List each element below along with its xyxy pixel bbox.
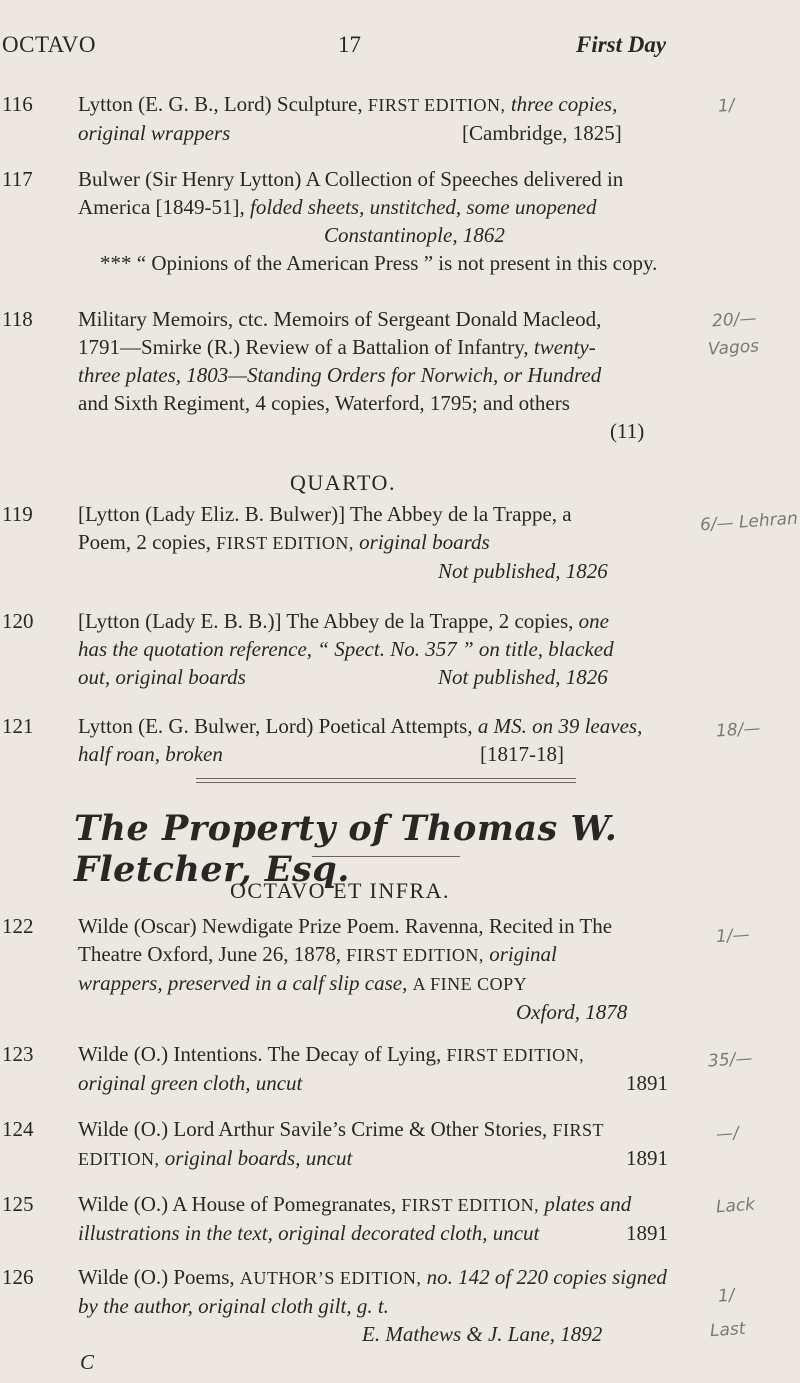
limitation: no. 142 of 220 copies signed (426, 1265, 667, 1289)
binding: out, original boards (78, 665, 246, 689)
imprint: E. Mathews & J. Lane, 1892 (362, 1322, 603, 1346)
binding: folded sheets, unstitched, some unopened (250, 195, 597, 219)
lot-number: 125 (2, 1192, 34, 1216)
lot-title: [Lytton (Lady Eliz. B. Bulwer)] The Abbey de la Trappe, a (78, 502, 572, 526)
lot-description (78, 912, 708, 1026)
lot-description (78, 500, 708, 585)
lot-description (78, 1115, 708, 1173)
binding: original green cloth, uncut (78, 1071, 303, 1095)
imprint: Not published, 1826 (438, 665, 608, 689)
lot-description (78, 607, 708, 691)
margin-note: 1/ (717, 95, 736, 117)
section-quarto: QUARTO. (290, 470, 396, 495)
lot-description (78, 305, 708, 445)
lot-description (78, 712, 708, 768)
copies: Poem, 2 copies, (78, 530, 211, 554)
lot-116 (2, 90, 692, 150)
lot-number: 117 (2, 167, 33, 191)
lot-123 (2, 1040, 692, 1100)
margin-note: Vagos (707, 336, 760, 360)
lot-title: Lytton (E. G. B., Lord) Sculpture, (78, 92, 363, 116)
lot-description (78, 1190, 708, 1247)
lot-title: Wilde (Oscar) Newdigate Prize Poem. Ravenna, Recited in The (78, 914, 613, 938)
imprint: Not published, 1826 (438, 559, 608, 583)
margin-note: 18/— (715, 718, 762, 742)
lot-title: Military Memoirs, ctc. Memoirs of Sergeant Donald Macleod, (78, 307, 602, 331)
lot-126 (2, 1263, 692, 1383)
copies: three copies, (510, 92, 618, 116)
lot-title: Wilde (O.) Poems, (78, 1265, 235, 1289)
lot-description (78, 165, 708, 277)
imprint: [1817-18] (480, 742, 564, 766)
binding: half roan, broken (78, 742, 223, 766)
header-day: First Day (576, 32, 667, 57)
item-count: (11) (610, 419, 645, 443)
binding: wrappers, preserved in a calf slip case, (78, 971, 408, 995)
imprint: 1891 (626, 1146, 668, 1170)
lot-120 (2, 607, 692, 697)
binding: original boards, uncut (164, 1146, 353, 1170)
running-header (0, 32, 800, 72)
lot-122 (2, 912, 692, 1028)
lot-line: and Sixth Regiment, 4 copies, Waterford, 1795; and others (78, 391, 570, 415)
margin-note: 1/ (717, 1285, 736, 1307)
lot-number: 124 (2, 1117, 34, 1141)
imprint: [Cambridge, 1825] (462, 121, 622, 145)
header-format: OCTAVO (2, 32, 97, 57)
lot-description (78, 90, 708, 147)
binding: illustrations in the text, original decorated cloth, uncut (78, 1221, 540, 1245)
lot-number: 122 (2, 914, 34, 938)
edition: FIRST EDITION, (401, 1195, 540, 1215)
imprint: 1891 (626, 1221, 668, 1245)
lot-117 (2, 165, 692, 281)
provenance-heading: The Property of Thomas W. Fletcher, Esq. (74, 808, 618, 890)
lot-description (78, 1040, 708, 1097)
edition: AUTHOR’S EDITION, (239, 1268, 422, 1288)
lot-note: *** “ Opinions of the American Press ” is not present in this copy. (100, 251, 658, 275)
lot-title: [Lytton (Lady E. B. B.)] The Abbey de la Trappe, 2 copies, (78, 609, 574, 633)
edition: FIRST EDITION, (446, 1045, 585, 1065)
lot-title: Wilde (O.) Lord Arthur Savile’s Crime & Other Stories, (78, 1117, 548, 1141)
binding: original (489, 942, 557, 966)
binding: original boards (359, 530, 490, 554)
imprint: Oxford, 1878 (516, 1000, 628, 1024)
margin-note: —/ (715, 1123, 740, 1145)
lot-118 (2, 305, 692, 455)
page-number: 17 (338, 32, 361, 57)
lot-125 (2, 1190, 692, 1250)
margin-note: Lack (715, 1194, 756, 1218)
edition: FIRST (552, 1120, 605, 1140)
margin-note: Last (709, 1318, 747, 1342)
lot-121 (2, 712, 692, 772)
lot-number: 126 (2, 1265, 34, 1289)
section-divider (196, 782, 576, 783)
dates: America [1849-51], (78, 195, 245, 219)
lot-title: Bulwer (Sir Henry Lytton) A Collection of Speeches delivered in (78, 167, 624, 191)
lot-number: 123 (2, 1042, 34, 1066)
lot-title: Wilde (O.) Intentions. The Decay of Lying, (78, 1042, 442, 1066)
lot-line: 1791—Smirke (R.) Review of a Battalion of Infantry, (78, 335, 529, 359)
lot-line: Theatre Oxford, June 26, 1878, (78, 942, 342, 966)
margin-note: 20/— (711, 308, 758, 332)
margin-note: 6/— Lehran (699, 508, 799, 536)
lot-number: 119 (2, 502, 33, 526)
edition: FIRST EDITION, (367, 95, 506, 115)
imprint: 1891 (626, 1071, 668, 1095)
lot-number: 121 (2, 714, 34, 738)
imprint: Constantinople, 1862 (324, 223, 505, 247)
lot-line: has the quotation reference, “ Spect. No. 357 ” on title, blacked (78, 637, 614, 661)
plates: plates and (544, 1192, 632, 1216)
lot-124 (2, 1115, 692, 1175)
edition: FIRST EDITION, (216, 533, 354, 553)
lot-line: three plates, 1803—Standing Orders for Norwich, or Hundred (78, 363, 602, 387)
lot-119 (2, 500, 692, 590)
lot-title: Wilde (O.) A House of Pomegranates, (78, 1192, 397, 1216)
edition: FIRST EDITION, (346, 945, 484, 965)
lot-description (78, 1263, 708, 1376)
margin-note: 1/— (715, 924, 751, 948)
section-divider (196, 778, 576, 779)
binding: by the author, original cloth gilt, g. t. (78, 1294, 389, 1318)
lot-title: Lytton (E. G. Bulwer, Lord) Poetical Attempts, (78, 714, 473, 738)
lot-number: 120 (2, 609, 34, 633)
condition: A FINE COPY (412, 974, 528, 994)
heading-underline (312, 856, 460, 857)
lot-line: one (578, 609, 609, 633)
binding: original wrappers (78, 121, 231, 145)
margin-note: 35/— (707, 1048, 754, 1072)
lot-mark: C (80, 1350, 95, 1374)
manuscript: a MS. on 39 leaves, (477, 714, 643, 738)
section-octavo-et-infra: OCTAVO ET INFRA. (230, 878, 451, 903)
plates: twenty- (533, 335, 596, 359)
lot-number: 118 (2, 307, 33, 331)
edition: EDITION, (78, 1149, 160, 1169)
lot-number: 116 (2, 92, 33, 116)
